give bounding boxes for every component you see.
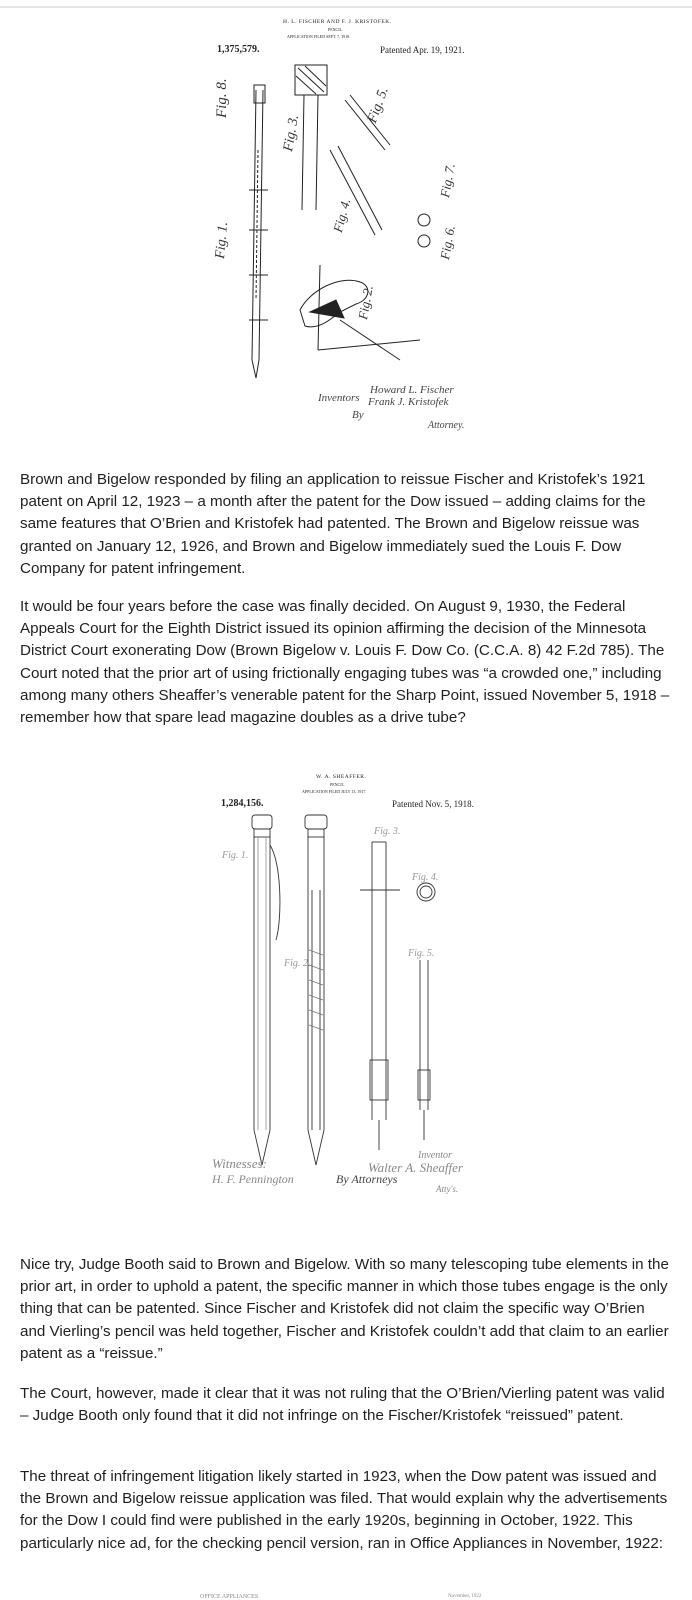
fig-label: Fig. 7. (437, 162, 458, 199)
signature-label: Inventors (318, 392, 360, 404)
body-paragraph: The Court, however, made it clear that it was not ruling that the O’Brien/Vierling patent was valid – Judge Booth only found that it did not infringe on the Fischer/Kristofek “reissued” patent. (20, 1385, 665, 1425)
signature-name: Frank J. Kristofek (368, 396, 449, 408)
fig-label: Fig. 5. (365, 85, 392, 126)
sheaffer-patent-drawing (0, 770, 692, 1210)
fischer-kristofek-patent-drawing (0, 0, 692, 450)
signature-by: By (352, 409, 364, 421)
witness-name: H. F. Pennington (212, 1172, 294, 1186)
fig-label: Fig. 1. (213, 221, 232, 260)
fig-label: Fig. 4. (412, 872, 439, 883)
ad-header-right: November, 1922 (448, 1594, 482, 1599)
inventor-by: By Attorneys (336, 1172, 398, 1186)
patent-filed: APPLICATION FILED SEPT. 7, 1918. (287, 34, 351, 39)
witnesses-label: Witnesses: (212, 1156, 267, 1171)
fig-label: Fig. 1. (222, 850, 249, 861)
inventor-label: Inventor (418, 1150, 452, 1161)
signature-name: Howard L. Fischer (370, 384, 454, 396)
patent-header: H. L. FISCHER AND F. J. KRISTOFEK. (283, 19, 392, 25)
signature-attorney: Attorney. (428, 420, 465, 431)
patent-date: Patented Nov. 5, 1918. (392, 799, 474, 809)
fig-label: Fig. 2. (284, 958, 311, 969)
sheaffer-drawing-art (0, 770, 692, 1210)
patent-subheader: PENCIL. (328, 27, 343, 32)
patent-date: Patented Apr. 19, 1921. (380, 45, 465, 55)
patent-number: 1,284,156. (221, 798, 264, 809)
inventor-attorney: Atty's. (436, 1184, 459, 1194)
body-paragraph: The threat of infringement litigation likely started in 1923, when the Dow patent was issued and the Brown and Bigelow reissue application was filed. That would explain why the advertisements for the Dow I could find were published in the early 1920s, beginning in October, 1922. This particularly nice ad, for the checking pencil version, ran in Office Appliances in November, 1922: (20, 1468, 668, 1552)
body-paragraph: It would be four years before the case was finally decided. On August 9, 1930, the Federal Appeals Court for the Eighth District issued its opinion affirming the decision of the Minnesota District Court exonerating Dow (Brown Bigelow v. Louis F. Dow Co. (C.C.A. 8) 42 F.2d 785). The Court noted that the prior art of using frictionally engaging tubes was “a crowded one,” including among many others Sheaffer’s venerable patent for the Sharp Point, issued November 5, 1918 – remember how that spare lead magazine doubles as a drive tube? (20, 598, 670, 727)
patent-number: 1,375,579. (217, 44, 260, 55)
fig-label: Fig. 8. (214, 78, 230, 118)
fig-label: Fig. 2. (355, 284, 376, 321)
patent-header: W. A. SHEAFFER. (316, 774, 367, 780)
body-paragraph: Brown and Bigelow responded by filing an application to reissue Fischer and Kristofek’s 1921 patent on April 12, 1923 – a month after the patent for the Dow issued – adding claims for the same features that O’Brien and Kristofek had patented. The Brown and Bigelow reissue was granted on January 12, 1926, and Brown and Bigelow immediately sued the Louis F. Dow Company for patent infringement. (20, 471, 646, 577)
inventor-name: Walter A. Sheaffer (368, 1160, 463, 1175)
patent-subheader: PENCIL. (330, 782, 345, 787)
fig-label: Fig. 6. (437, 224, 458, 261)
fig-label: Fig. 3. (374, 826, 401, 837)
fig-label: Fig. 5. (408, 948, 435, 959)
fig-label: Fig. 4. (330, 196, 354, 234)
patent-filed: APPLICATION FILED JULY 13, 1917. (302, 789, 367, 794)
fig-label: Fig. 3. (281, 113, 303, 153)
ad-header-left: OFFICE APPLIANCES (200, 1594, 259, 1600)
body-paragraph: Nice try, Judge Booth said to Brown and Bigelow. With so many telescoping tube elements in the prior art, in order to uphold a patent, the specific manner in which those tubes engage is the only thing that can be patented. Since Fischer and Kristofek did not claim the specific way O’Brien and Vierling’s pencil was held together, Fischer and Kristofek couldn’t add that claim to an earlier patent as a “reissue.” (20, 1256, 669, 1362)
